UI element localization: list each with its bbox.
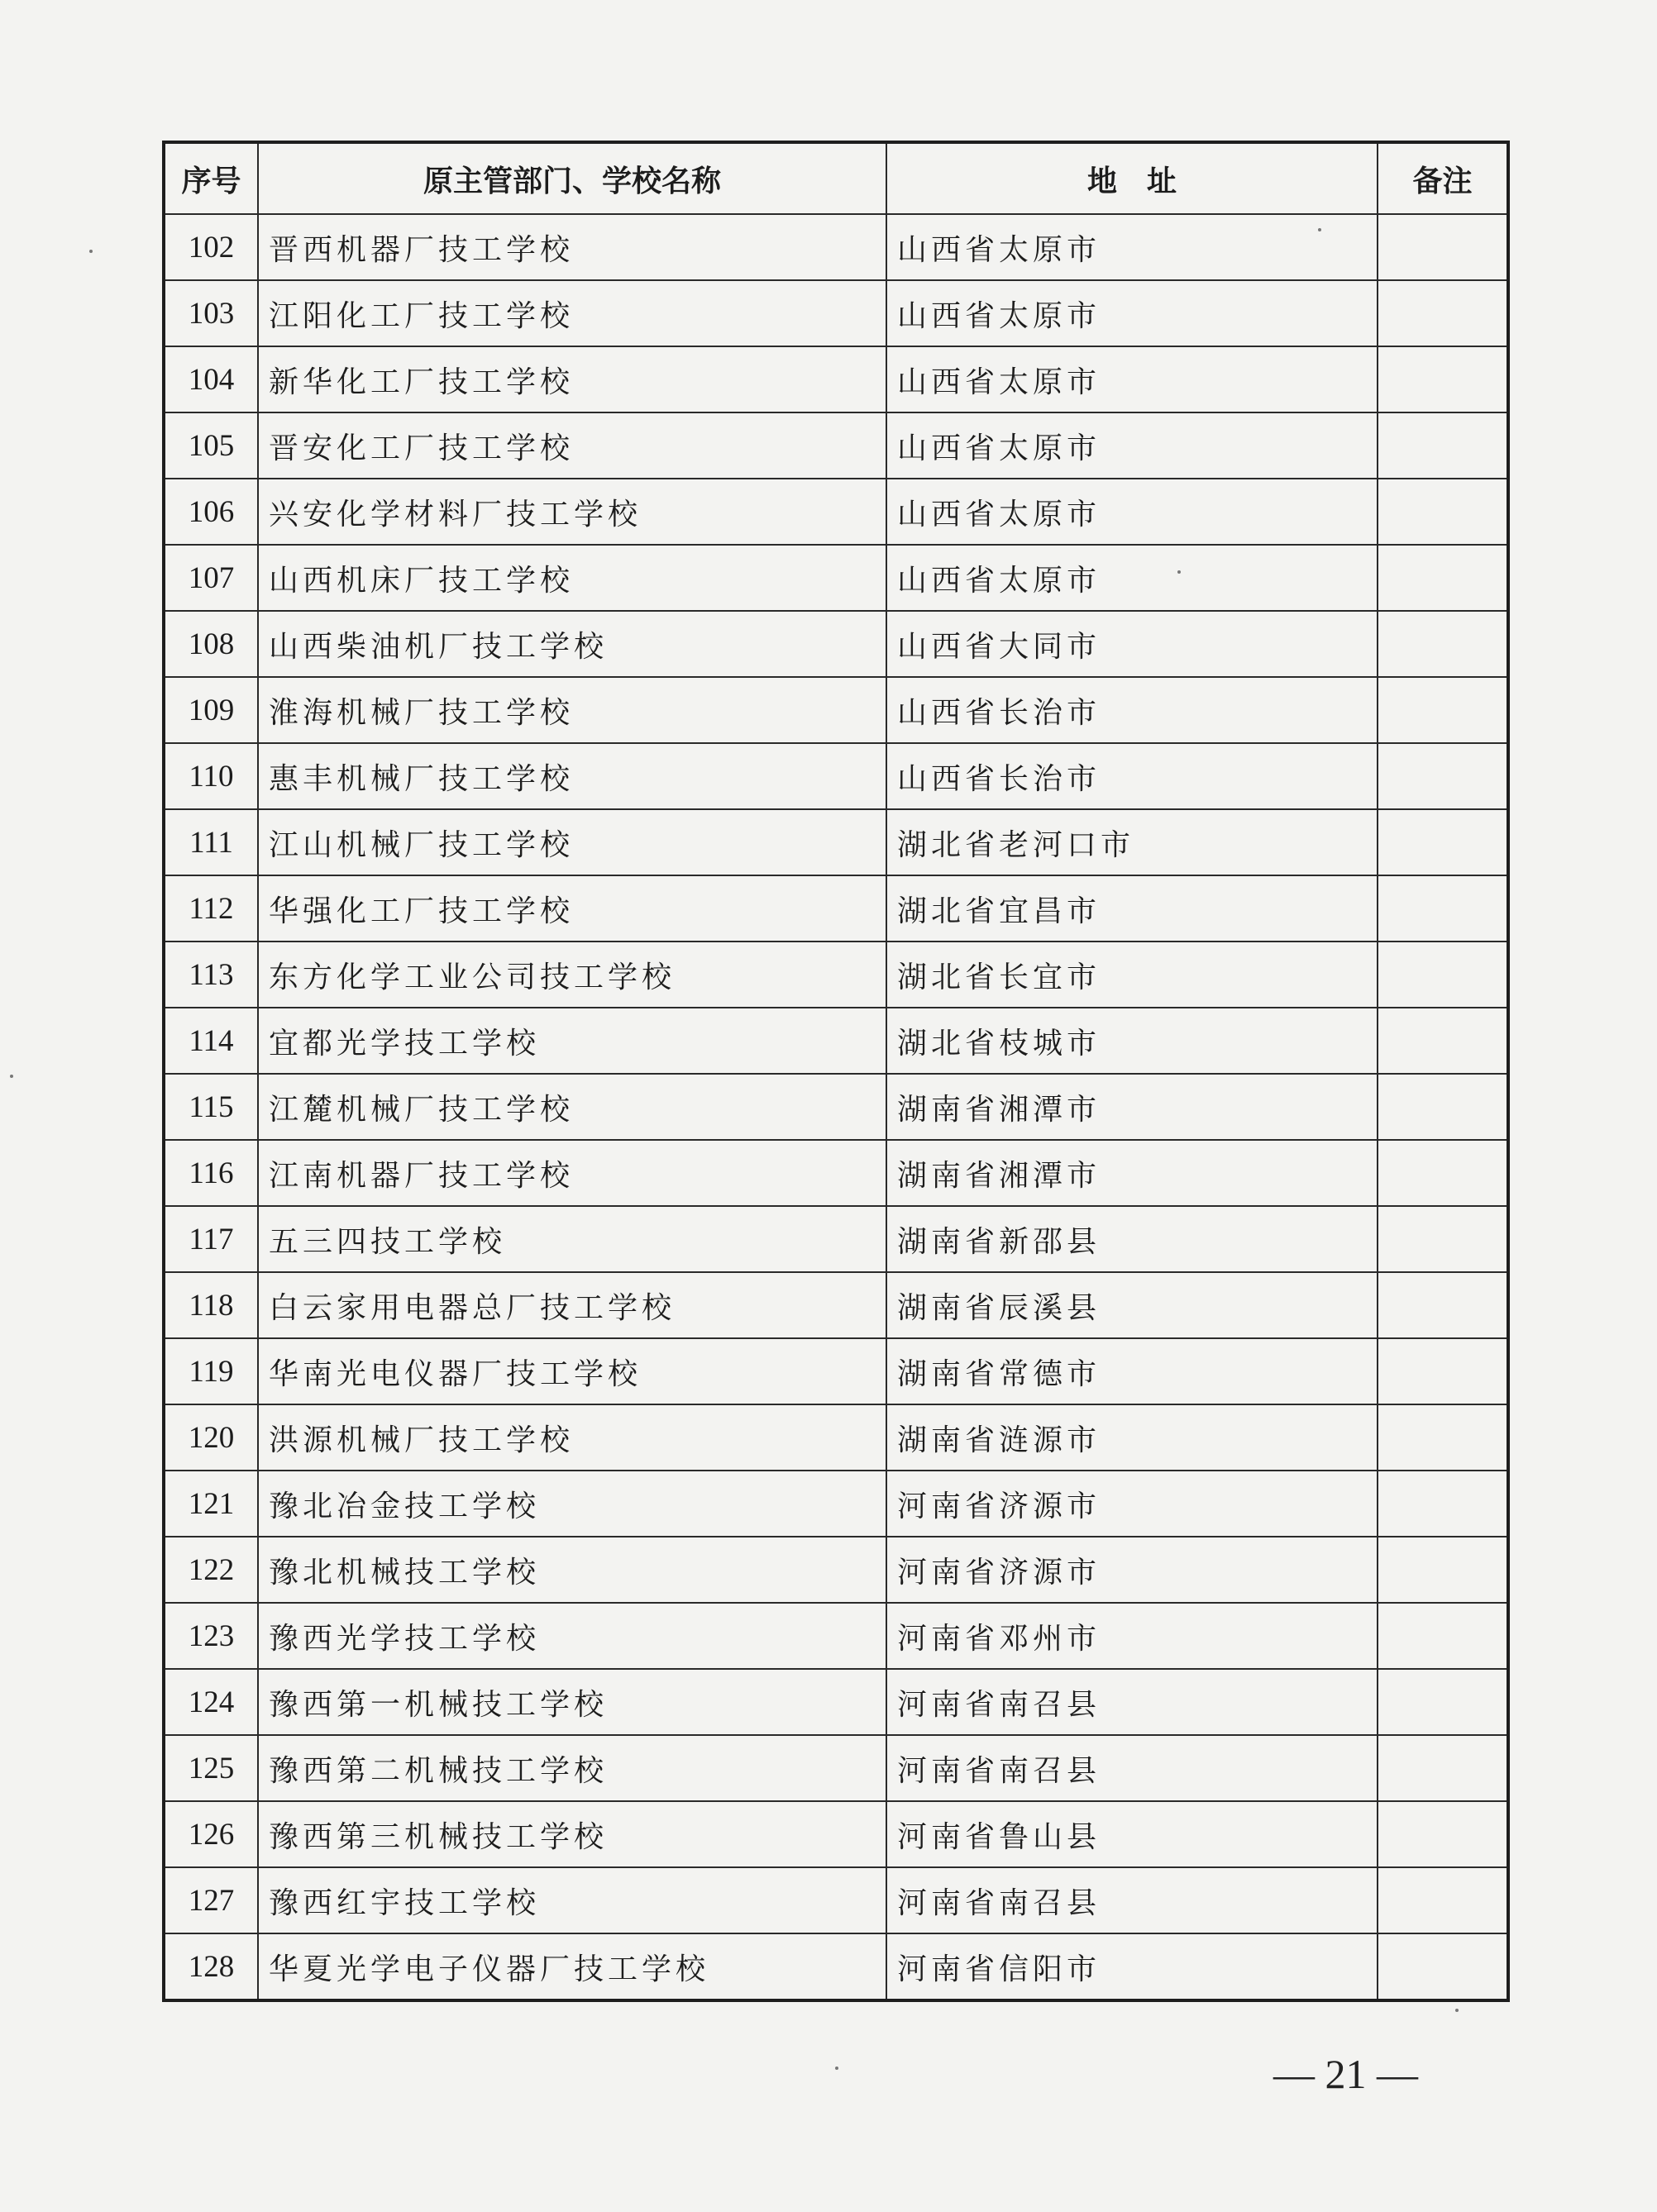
cell-serial-number: 116 [164,1140,258,1206]
cell-serial-number: 120 [164,1404,258,1471]
cell-serial-number: 114 [164,1008,258,1074]
cell-address: 湖北省宜昌市 [886,875,1378,942]
cell-school-name: 东方化学工业公司技工学校 [258,942,886,1008]
cell-remarks [1378,412,1508,479]
cell-serial-number: 108 [164,611,258,677]
cell-remarks [1378,1867,1508,1933]
cell-remarks [1378,1338,1508,1404]
cell-remarks [1378,1669,1508,1735]
cell-remarks [1378,1537,1508,1603]
cell-remarks [1378,1801,1508,1867]
cell-address: 山西省太原市 [886,280,1378,346]
cell-school-name: 晋安化工厂技工学校 [258,412,886,479]
cell-serial-number: 109 [164,677,258,743]
cell-serial-number: 123 [164,1603,258,1669]
cell-school-name: 豫西第三机械技工学校 [258,1801,886,1867]
cell-address: 山西省大同市 [886,611,1378,677]
cell-remarks [1378,214,1508,280]
table-row [164,1272,1508,1338]
table-row [164,1735,1508,1801]
cell-address: 山西省太原市 [886,214,1378,280]
header-row [164,142,1508,214]
scan-speck [1318,228,1321,231]
cell-serial-number: 127 [164,1867,258,1933]
table-row [164,1801,1508,1867]
scan-speck [10,1075,13,1078]
cell-address: 河南省济源市 [886,1471,1378,1537]
cell-serial-number: 103 [164,280,258,346]
cell-remarks [1378,942,1508,1008]
cell-serial-number: 117 [164,1206,258,1272]
table-row [164,677,1508,743]
table-row [164,1471,1508,1537]
cell-serial-number: 106 [164,479,258,545]
cell-remarks [1378,479,1508,545]
header-school-name: 原主管部门、学校名称 [258,142,886,214]
cell-school-name: 江南机器厂技工学校 [258,1140,886,1206]
table-row [164,743,1508,809]
cell-school-name: 豫西红宇技工学校 [258,1867,886,1933]
cell-address: 湖南省常德市 [886,1338,1378,1404]
cell-serial-number: 115 [164,1074,258,1140]
cell-address: 河南省南召县 [886,1669,1378,1735]
cell-serial-number: 124 [164,1669,258,1735]
cell-school-name: 白云家用电器总厂技工学校 [258,1272,886,1338]
table-row [164,1669,1508,1735]
table-row [164,875,1508,942]
cell-serial-number: 119 [164,1338,258,1404]
table-row [164,942,1508,1008]
cell-school-name: 江麓机械厂技工学校 [258,1074,886,1140]
cell-school-name: 兴安化学材料厂技工学校 [258,479,886,545]
cell-remarks [1378,743,1508,809]
cell-remarks [1378,1008,1508,1074]
cell-school-name: 五三四技工学校 [258,1206,886,1272]
cell-remarks [1378,875,1508,942]
table-row [164,1404,1508,1471]
table-row [164,479,1508,545]
cell-school-name: 江山机械厂技工学校 [258,809,886,875]
table-row [164,1008,1508,1074]
cell-address: 山西省太原市 [886,346,1378,412]
header-remarks: 备注 [1378,142,1508,214]
cell-school-name: 豫西光学技工学校 [258,1603,886,1669]
cell-remarks [1378,1735,1508,1801]
table-row [164,412,1508,479]
table-row [164,1603,1508,1669]
cell-serial-number: 113 [164,942,258,1008]
cell-remarks [1378,346,1508,412]
table-row [164,280,1508,346]
header-address: 地 址 [886,142,1378,214]
cell-school-name: 华南光电仪器厂技工学校 [258,1338,886,1404]
cell-address: 湖南省湘潭市 [886,1074,1378,1140]
scan-speck [89,250,93,253]
scan-speck [1455,2009,1459,2012]
cell-school-name: 豫西第一机械技工学校 [258,1669,886,1735]
cell-school-name: 华强化工厂技工学校 [258,875,886,942]
cell-remarks [1378,677,1508,743]
cell-remarks [1378,611,1508,677]
scan-speck [1177,570,1181,574]
cell-serial-number: 112 [164,875,258,942]
cell-serial-number: 126 [164,1801,258,1867]
cell-remarks [1378,1272,1508,1338]
cell-address: 湖北省老河口市 [886,809,1378,875]
cell-school-name: 豫北冶金技工学校 [258,1471,886,1537]
cell-serial-number: 128 [164,1933,258,2000]
cell-address: 湖北省枝城市 [886,1008,1378,1074]
cell-serial-number: 110 [164,743,258,809]
school-list-table [162,141,1510,2002]
cell-remarks [1378,545,1508,611]
header-serial-number: 序号 [164,142,258,214]
cell-school-name: 山西机床厂技工学校 [258,545,886,611]
cell-school-name: 豫北机械技工学校 [258,1537,886,1603]
cell-serial-number: 121 [164,1471,258,1537]
table-header [164,142,1508,214]
cell-school-name: 豫西第二机械技工学校 [258,1735,886,1801]
cell-address: 河南省鲁山县 [886,1801,1378,1867]
table-row [164,1074,1508,1140]
cell-remarks [1378,1933,1508,2000]
table-row [164,545,1508,611]
table-row [164,1140,1508,1206]
cell-address: 湖南省新邵县 [886,1206,1378,1272]
cell-address: 山西省太原市 [886,545,1378,611]
cell-address: 山西省太原市 [886,412,1378,479]
page-number: — 21 — [1273,2051,1418,2097]
cell-serial-number: 104 [164,346,258,412]
cell-address: 山西省长治市 [886,743,1378,809]
cell-address: 山西省太原市 [886,479,1378,545]
table-row [164,214,1508,280]
table-row [164,1537,1508,1603]
cell-serial-number: 105 [164,412,258,479]
cell-address: 河南省信阳市 [886,1933,1378,2000]
cell-school-name: 洪源机械厂技工学校 [258,1404,886,1471]
cell-remarks [1378,809,1508,875]
cell-address: 河南省邓州市 [886,1603,1378,1669]
cell-serial-number: 125 [164,1735,258,1801]
cell-serial-number: 102 [164,214,258,280]
cell-remarks [1378,1603,1508,1669]
table-row [164,1867,1508,1933]
cell-remarks [1378,1074,1508,1140]
cell-address: 河南省济源市 [886,1537,1378,1603]
cell-remarks [1378,280,1508,346]
table-row [164,1933,1508,2000]
cell-address: 湖南省湘潭市 [886,1140,1378,1206]
cell-address: 河南省南召县 [886,1867,1378,1933]
cell-remarks [1378,1206,1508,1272]
cell-address: 湖北省长宜市 [886,942,1378,1008]
table-row [164,611,1508,677]
cell-school-name: 宜都光学技工学校 [258,1008,886,1074]
table-row [164,346,1508,412]
cell-remarks [1378,1471,1508,1537]
table-body [164,214,1508,2000]
table-row [164,1206,1508,1272]
cell-address: 湖南省涟源市 [886,1404,1378,1471]
cell-address: 河南省南召县 [886,1735,1378,1801]
scan-speck [835,2067,838,2070]
cell-serial-number: 111 [164,809,258,875]
cell-school-name: 淮海机械厂技工学校 [258,677,886,743]
cell-school-name: 江阳化工厂技工学校 [258,280,886,346]
cell-school-name: 华夏光学电子仪器厂技工学校 [258,1933,886,2000]
cell-school-name: 惠丰机械厂技工学校 [258,743,886,809]
cell-remarks [1378,1140,1508,1206]
cell-remarks [1378,1404,1508,1471]
cell-serial-number: 107 [164,545,258,611]
cell-address: 山西省长治市 [886,677,1378,743]
cell-school-name: 新华化工厂技工学校 [258,346,886,412]
cell-school-name: 山西柴油机厂技工学校 [258,611,886,677]
cell-serial-number: 122 [164,1537,258,1603]
table-row [164,809,1508,875]
cell-address: 湖南省辰溪县 [886,1272,1378,1338]
cell-school-name: 晋西机器厂技工学校 [258,214,886,280]
table-row [164,1338,1508,1404]
cell-serial-number: 118 [164,1272,258,1338]
